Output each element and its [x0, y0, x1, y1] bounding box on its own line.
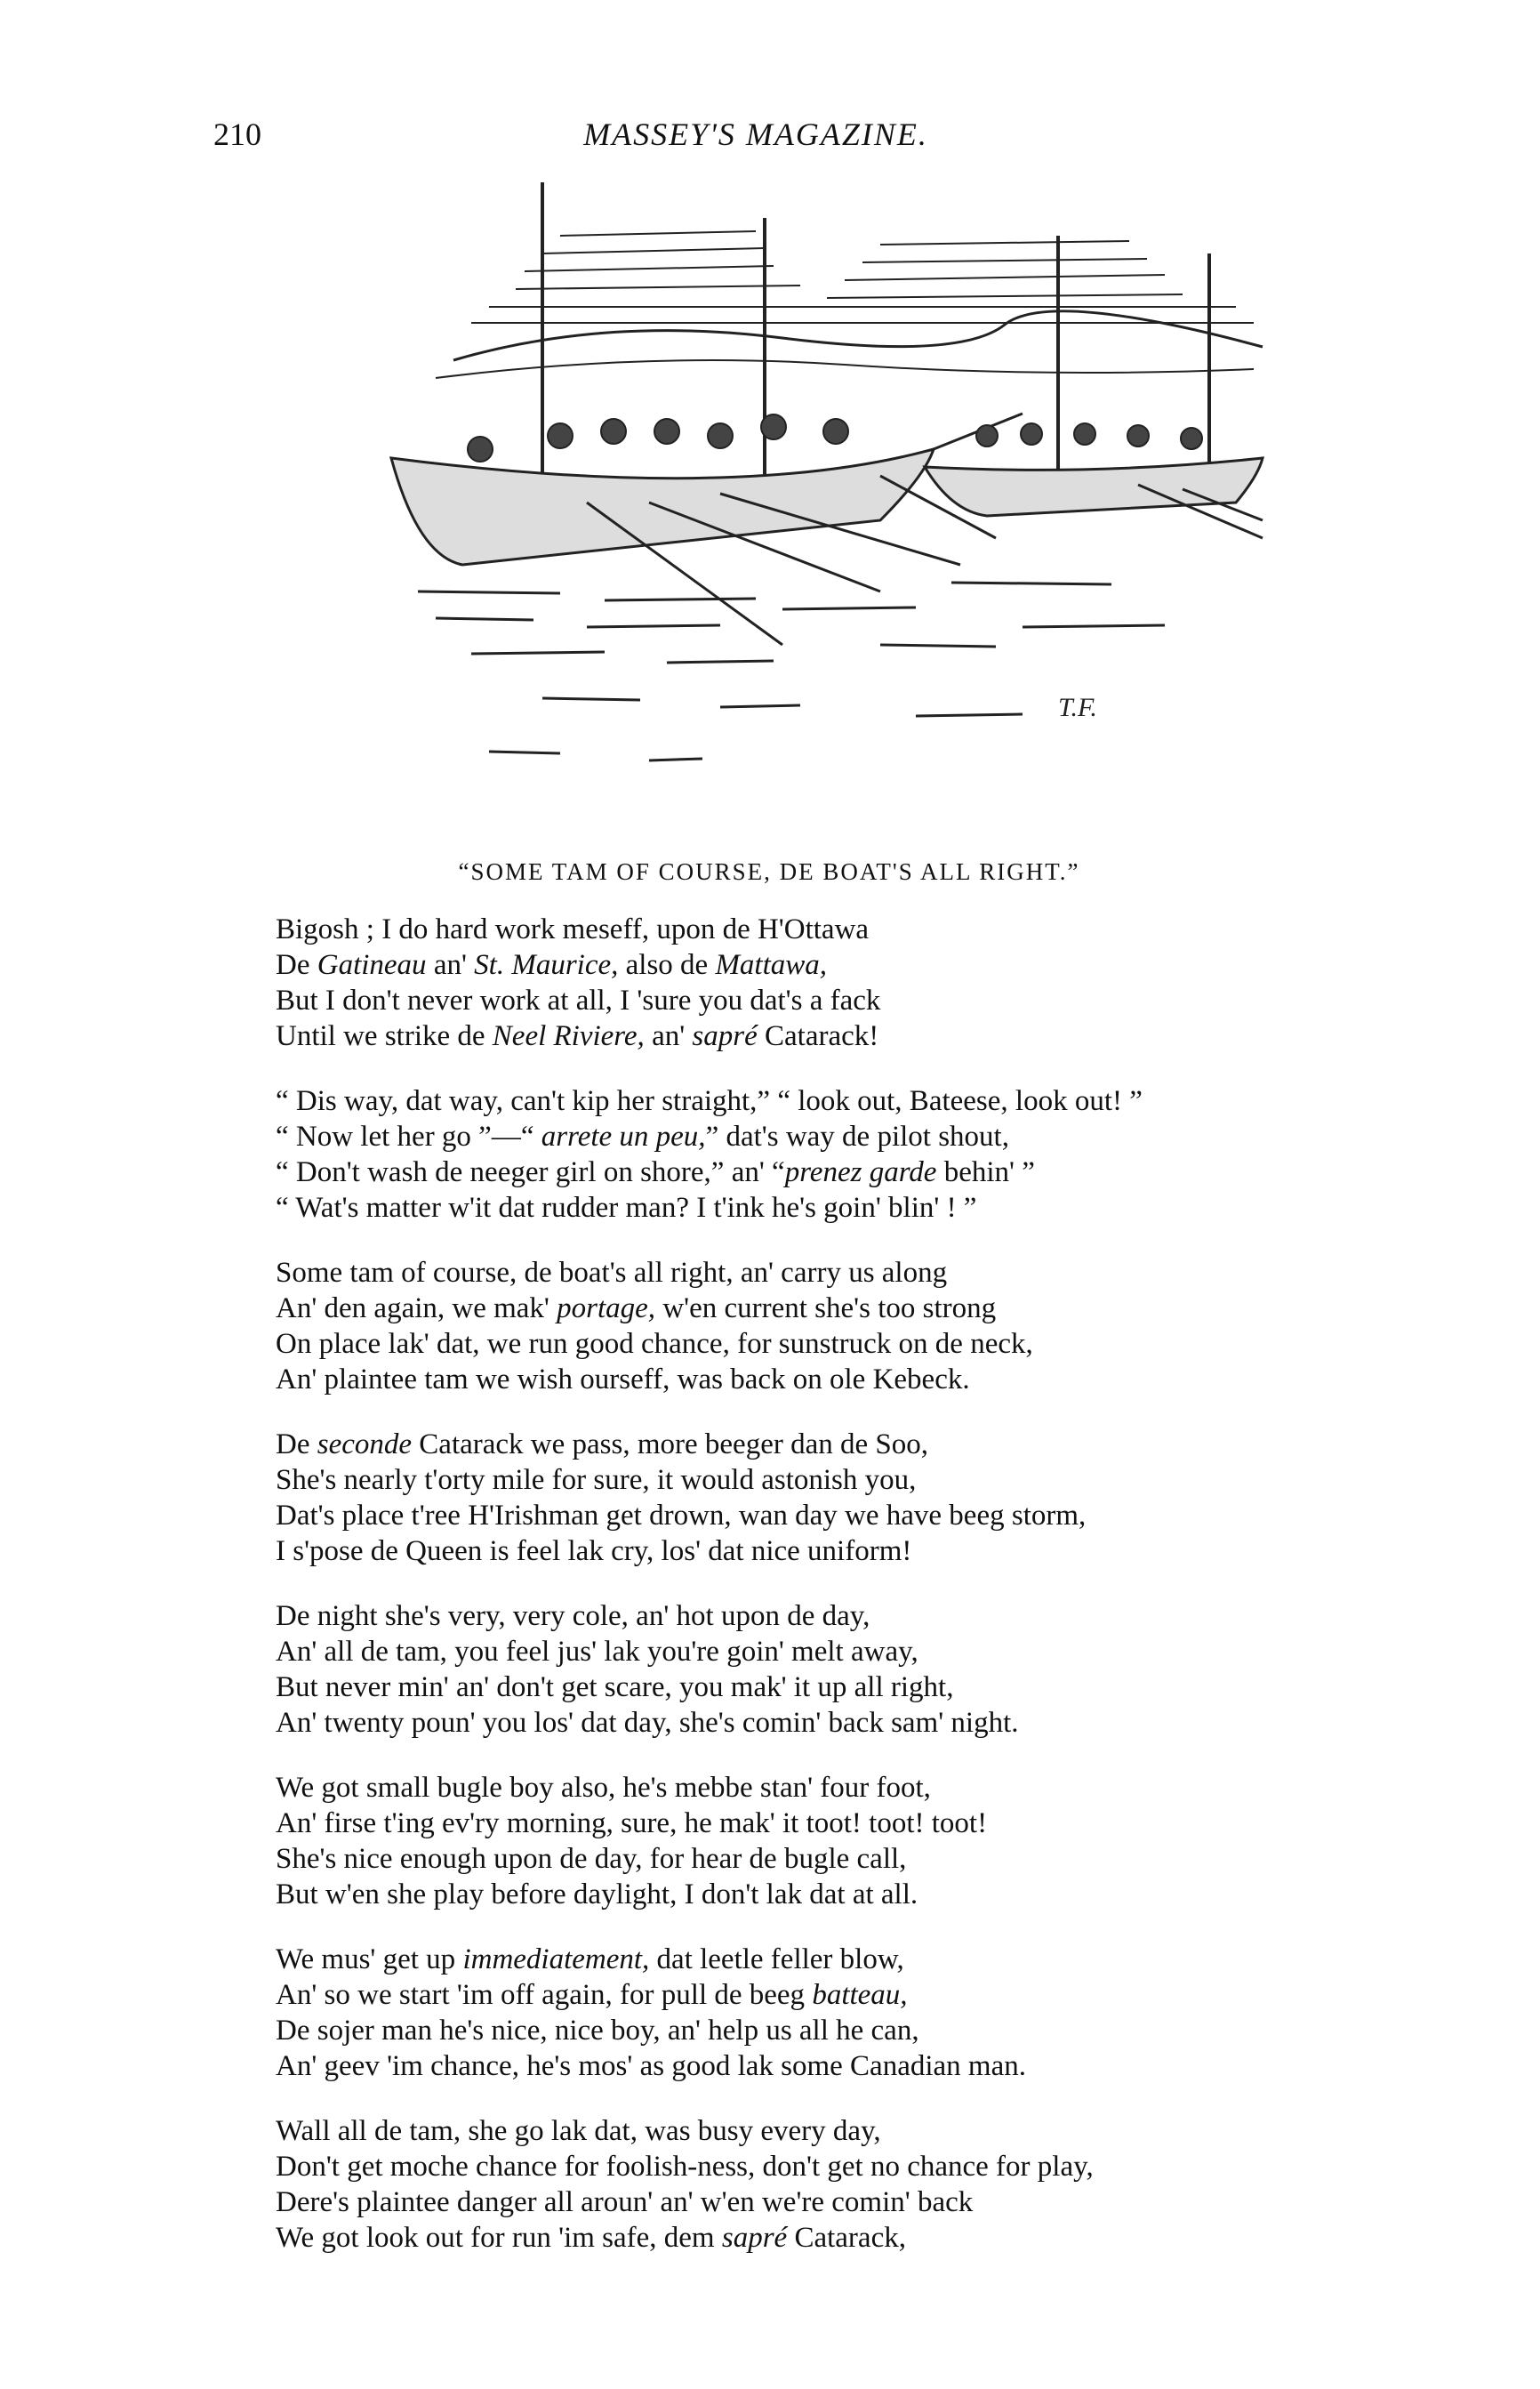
- poem-line: We got look out for run 'im safe, dem sapré Catarack,: [276, 2222, 906, 2254]
- italic-phrase: sapré: [721, 2222, 788, 2254]
- poem-line: “ Now let her go ”—“ arrete un peu,” dat's way de pilot shout,: [276, 1121, 1009, 1153]
- poem-line: She's nice enough upon de day, for hear de bugle call,: [276, 1843, 907, 1875]
- water-reflections: [418, 583, 1165, 760]
- poem-line: An' twenty poun' you los' dat day, she's comin' back sam' night.: [276, 1707, 1019, 1739]
- poem-line: An' all de tam, you feel jus' lak you're goin' melt away,: [276, 1636, 918, 1668]
- poem-line: An' plaintee tam we wish ourseff, was back on ole Kebeck.: [276, 1363, 970, 1396]
- stanza: [276, 1598, 1343, 1741]
- poem-line: “ Don't wash de neeger girl on shore,” an' “prenez garde behin' ”: [276, 1156, 1035, 1188]
- rowers: [468, 414, 848, 462]
- italic-phrase: immediatement,: [462, 1943, 650, 1975]
- poem-line: Dere's plaintee danger all aroun' an' w'en we're comin' back: [276, 2186, 974, 2218]
- poem-line: We mus' get up immediatement, dat leetle feller blow,: [276, 1943, 904, 1975]
- poem-line: Some tam of course, de boat's all right, an' carry us along: [276, 1257, 948, 1289]
- poem-line: “ Wat's matter w'it dat rudder man? I t'ink he's goin' blin' ! ”: [276, 1192, 977, 1224]
- poem-line: De Gatineau an' St. Maurice, also de Mattawa,: [276, 949, 828, 981]
- artist-signature: T.F.: [1058, 693, 1097, 722]
- italic-phrase: prenez garde: [784, 1156, 937, 1188]
- rowboat-hull: [925, 458, 1263, 516]
- running-title: MASSEY'S MAGAZINE.: [583, 117, 928, 152]
- italic-phrase: Gatineau: [317, 949, 427, 981]
- poem-line: De seconde Catarack we pass, more beeger dan de Soo,: [276, 1428, 928, 1460]
- stanza: [276, 1427, 1343, 1569]
- poem-line: On place lak' dat, we run good chance, for sunstruck on de neck,: [276, 1328, 1033, 1360]
- poem-line: Bigosh ; I do hard work meseff, upon de H'Ottawa: [276, 913, 870, 945]
- poem-line: But never min' an' don't get scare, you mak' it up all right,: [276, 1671, 954, 1703]
- stanza: [276, 912, 1343, 1054]
- poem-line: Dat's place t'ree H'Irishman get drown, wan day we have beeg storm,: [276, 1500, 1087, 1532]
- stanza: [276, 1770, 1343, 1912]
- page-number: 210: [213, 117, 261, 152]
- poem-line: But I don't never work at all, I 'sure you dat's a fack: [276, 985, 881, 1017]
- stanza: [276, 1942, 1343, 2084]
- illustration-caption: “SOME TAM OF COURSE, DE BOAT'S ALL RIGHT.”: [458, 858, 1080, 885]
- poem-line: Until we strike de Neel Riviere, an' sapré Catarack!: [276, 1020, 879, 1052]
- poem-line: An' firse t'ing ev'ry morning, sure, he mak' it toot! toot! toot!: [276, 1807, 988, 1839]
- poem-line: Wall all de tam, she go lak dat, was busy every day,: [276, 2115, 881, 2147]
- poem-line: De sojer man he's nice, nice boy, an' help us all he can,: [276, 2015, 919, 2047]
- poem-line: “ Dis way, dat way, can't kip her straight,” “ look out, Bateese, look out! ”: [276, 1085, 1143, 1117]
- rowers: [976, 423, 1202, 449]
- stanza: [276, 1255, 1343, 1397]
- stanza: [276, 2113, 1343, 2256]
- italic-phrase: batteau,: [812, 1979, 908, 2011]
- italic-phrase: Mattawa,: [715, 949, 828, 981]
- italic-phrase: sapré: [692, 1020, 758, 1052]
- italic-phrase: St. Maurice,: [474, 949, 619, 981]
- poem-line: I s'pose de Queen is feel lak cry, los' dat nice uniform!: [276, 1535, 912, 1567]
- poem-line: An' so we start 'im off again, for pull de beeg batteau,: [276, 1979, 908, 2011]
- italic-phrase: portage,: [557, 1292, 656, 1324]
- sky-hatching: [471, 231, 1254, 323]
- poem: [276, 912, 1343, 2285]
- italic-phrase: Neel Riviere,: [492, 1020, 645, 1052]
- poem-line: We got small bugle boy also, he's mebbe stan' four foot,: [276, 1772, 931, 1804]
- page-header: [213, 116, 1298, 169]
- poem-line: An' geev 'im chance, he's mos' as good lak some Canadian man.: [276, 2050, 1026, 2082]
- italic-phrase: arrete un peu,: [541, 1121, 706, 1153]
- boats-on-river-illustration: [382, 182, 1271, 832]
- poem-line: Don't get moche chance for foolish-ness, don't get no chance for play,: [276, 2151, 1094, 2183]
- stanza: [276, 1083, 1343, 1226]
- poem-line: She's nearly t'orty mile for sure, it would astonish you,: [276, 1464, 917, 1496]
- poem-line: An' den again, we mak' portage, w'en current she's too strong: [276, 1292, 997, 1324]
- distant-hills: [453, 311, 1263, 360]
- poem-line: But w'en she play before daylight, I don't lak dat at all.: [276, 1878, 918, 1910]
- italic-phrase: seconde: [317, 1428, 413, 1460]
- poem-line: De night she's very, very cole, an' hot upon de day,: [276, 1600, 870, 1632]
